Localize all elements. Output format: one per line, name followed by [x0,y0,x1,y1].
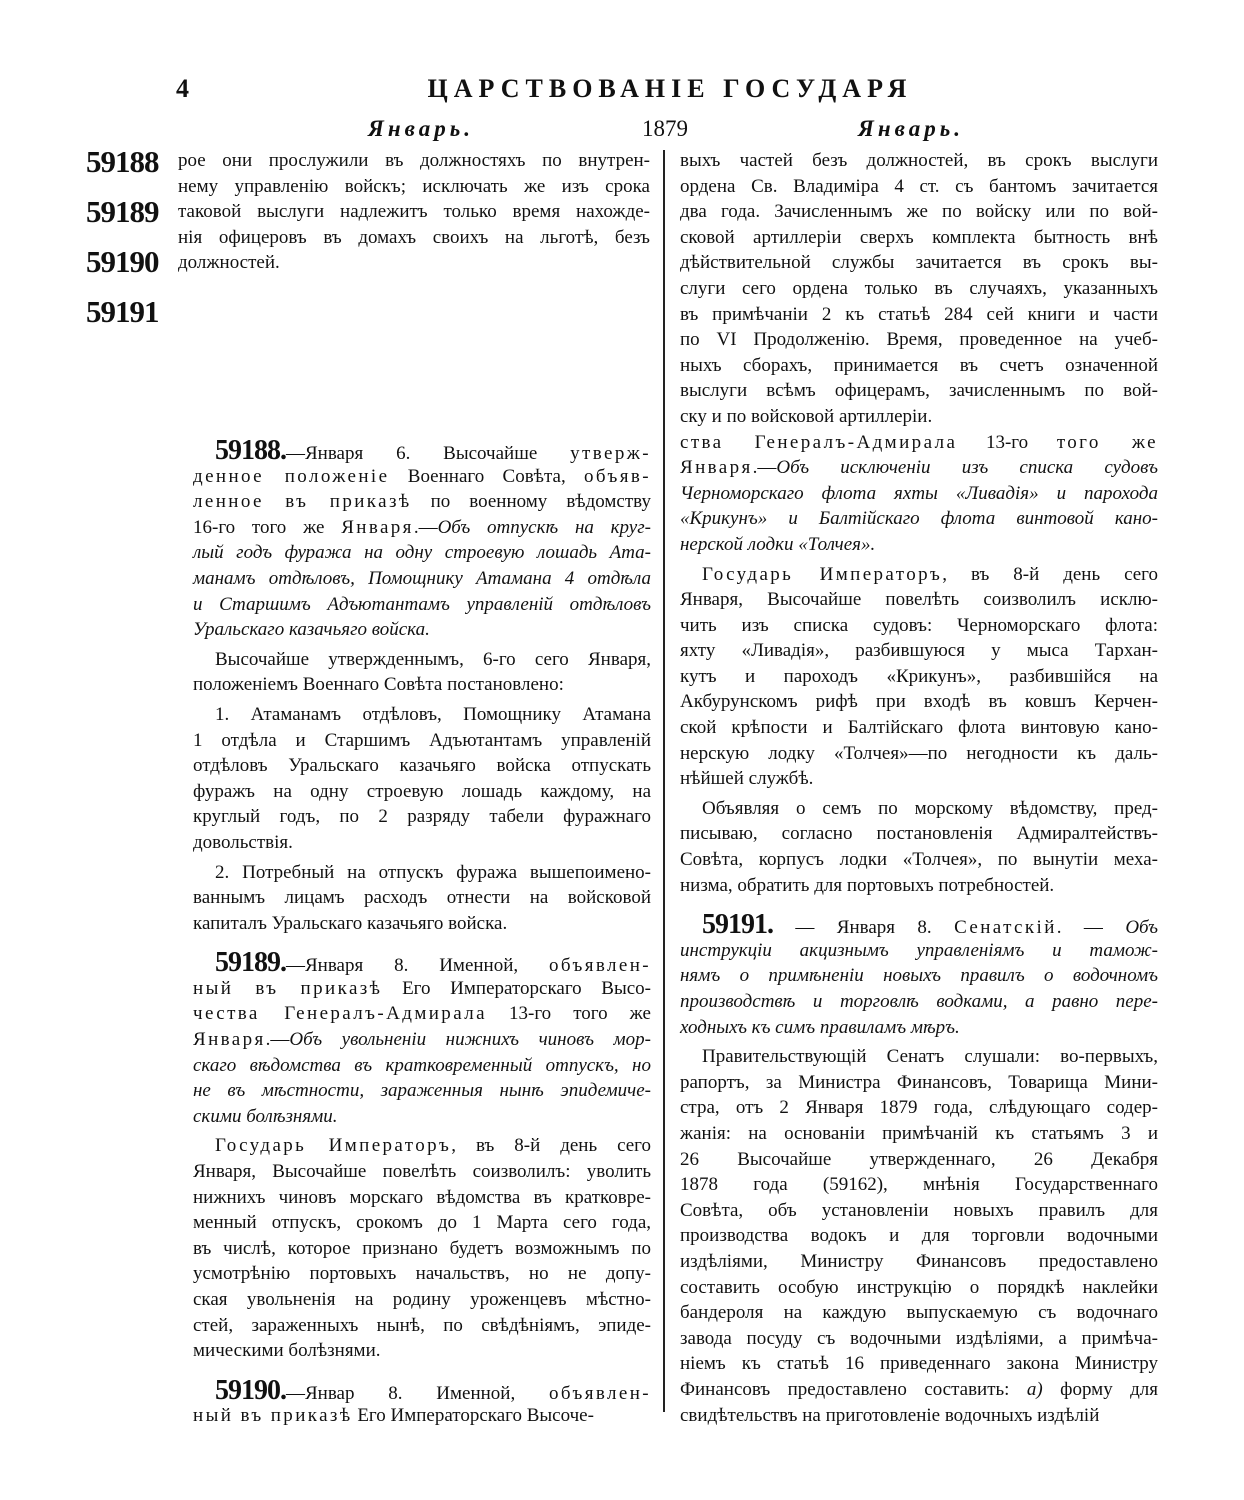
text-segment: .— [265,1029,290,1051]
text-segment: Государь Императоръ [215,1135,452,1157]
text-segment: —Января 6. Высочайше [286,443,571,464]
text-line: стра, отъ 2 Января 1879 года, слѣдующаго содер- [680,1097,1158,1119]
text-segment: денное положеніе [193,465,390,487]
month-right: Январь. [858,116,964,141]
paragraph [680,430,1158,558]
text-line [193,489,651,515]
top-left-text [178,148,650,276]
text-line [680,481,1158,507]
text-line: издѣліями, Министру Финансовъ предоставлено [680,1250,1158,1272]
text-line: яхту «Ливадія», разбившуюся у мыса Тархан- [680,640,1158,662]
law-entry [193,947,652,1129]
text-line: отдѣловъ Уральскаго казачьяго войска отпускать [193,755,651,777]
text-line: два года. Зачисленнымъ же по войску или по вой- [680,201,1158,223]
text-segment: «Крикунъ» и Балтійскаго флота винтовой кано- [680,508,1158,530]
text-segment: —Января 8. Именной, [286,955,549,977]
column-divider [663,150,665,1412]
text-segment: Его Императорскаго Высоче- [352,1405,594,1427]
text-line: въ числѣ, которое признано будетъ возможнымъ по [193,1237,651,1259]
text-line: по VI Продолженію. Время, проведенное на учеб- [680,329,1158,351]
text-segment: 16-го того же [193,516,342,538]
text-line: Января, Высочайше повелѣть соизволилъ исклю- [680,589,1158,611]
text-line [193,1027,651,1053]
text-segment: лый годъ фуража на одну строевую лошадь Ата- [193,542,651,564]
text-segment: 13-го того же [486,1003,651,1025]
text-segment: Финансовъ предоставлено составить: [680,1378,1027,1400]
text-line [680,1015,1158,1041]
paragraph [193,860,651,937]
text-line: низма, обратить для портовыхъ потребностей. [680,874,1055,896]
text-line: нѣйшей службѣ. [680,768,814,790]
text-segment: чества Генералъ-Адмирала [193,1003,487,1025]
text-line [680,1377,1158,1403]
text-line: Объявляя о семъ по морскому вѣдомству, пред- [702,797,1158,819]
text-line: сковой артиллеріи сверхъ комплекта бытность внѣ [680,226,1158,248]
paragraph [178,148,650,276]
entry-number: 59189. [215,947,286,979]
text-line: круглый годъ, по 2 разряду табели фуражнаго [193,806,651,828]
text-line [193,617,651,643]
text-line: ская увольненія на родину уроженцевъ мѣстно- [193,1289,651,1310]
text-line: 1. Атаманамъ отдѣловъ, Помощнику Атамана [215,703,651,725]
text-line: фуражъ на одну строевую лошадь каждому, на [193,780,651,802]
text-segment: Сенатскій [954,917,1057,939]
page-number: 4 [176,74,189,103]
text-segment: а) [1026,1378,1043,1400]
text-line: производства водокъ и для торговли водочными [680,1225,1158,1247]
text-segment: объявлен- [549,955,651,977]
text-line: составить особую инструкцію о порядкѣ наклейки [680,1276,1158,1298]
text-segment: ходныхъ къ симъ правиламъ мѣръ. [680,1016,960,1038]
text-line [193,1053,651,1079]
text-line: рое они прослужили въ должностяхъ по внутрен- [178,150,650,171]
text-line: свидѣтельствъ на приготовленіе водочныхъ издѣлій [680,1404,1100,1426]
text-segment: форму для [1042,1378,1159,1400]
text-segment: .— [752,457,777,479]
text-line: нія офицеровъ въ домахъ своихъ на льготѣ, безъ [178,226,650,248]
text-line [680,455,1158,481]
paragraph [193,702,651,856]
text-segment: инструкціи акцизнымъ управленіямъ и тамож- [680,939,1158,961]
text-segment: нерской лодки «Толчея». [680,533,876,555]
text-segment: ный въ приказѣ [193,1405,353,1427]
text-line [193,1104,651,1130]
text-line: рапортъ, за Министра Финансовъ, Товарища Мини- [680,1071,1158,1093]
text-line: ныхъ сборахъ, принимается въ счетъ означенной [680,354,1158,376]
text-line [193,976,651,1002]
text-line [680,989,1158,1015]
text-line: выхъ частей безъ должностей, въ срокъ выслуги [680,150,1158,171]
text-line: 2. Потребный на отпускъ фуража вышепоимено- [215,861,651,883]
text-line: выслуги всѣмъ офицерамъ, зачисленнымъ по вой- [680,380,1158,402]
text-line [193,1133,651,1159]
year: 1879 [642,116,688,141]
text-line: ордена Св. Владиміра 4 ст. съ бантомъ зачитается [680,175,1158,197]
entry-number: 59190. [215,1374,286,1406]
text-segment: ства Генералъ-Адмирала [680,431,958,453]
text-line [193,1374,651,1406]
text-line: Января, Высочайше повелѣть соизволилъ: уволить [193,1161,651,1183]
text-segment: Объ увольненіи нижнихъ чиновъ мор- [289,1029,651,1051]
text-line: положеніемъ Военнаго Совѣта постановлено: [193,674,564,696]
margin-number: 59191 [86,294,159,329]
text-line: въ примѣчаніи 2 къ статьѣ 284 сей книги и части [680,303,1158,325]
text-segment: Государь Императоръ [702,563,943,585]
paragraph [680,148,1158,430]
margin-number: 59189 [86,194,159,229]
text-line: Правительствующій Сенатъ слушали: во-первыхъ, [702,1046,1158,1068]
text-segment: ный въ приказѣ [193,977,383,999]
text-segment: и Старшимъ Адъютантамъ управленій отдѣловъ [193,593,651,615]
text-line: кутъ и пароходъ «Крикунъ», разбившійся на [680,665,1158,687]
text-line: слуги сего ордена только въ случаяхъ, указанныхъ [680,277,1158,299]
text-segment: Объ [1125,917,1158,939]
text-segment: манамъ отдѣловъ, Помощнику Атамана 4 отдѣла [193,567,651,589]
text-line [680,963,1158,989]
text-segment: скаго вѣдомства въ кратковременный отпускъ, но [193,1054,651,1076]
text-line [193,1403,651,1429]
text-line: таковой выслуги надлежитъ только время нахожде- [178,201,650,223]
text-segment: по военному вѣдомству [411,491,651,513]
entry-number: 59191. [702,909,773,941]
text-segment: ленное въ приказѣ [193,491,412,513]
text-line [193,1001,651,1027]
paragraph [193,1133,651,1363]
text-segment: Военнаго Совѣта, [389,465,585,487]
running-title: ЦАРСТВОВАНІЕ ГОСУДАРЯ [427,74,913,103]
text-segment: — Января 8. [773,917,955,939]
paragraph [680,796,1158,898]
month-left: Январь. [368,116,474,141]
paragraph [680,1044,1158,1428]
text-line [680,430,1158,456]
paragraph [680,562,1158,792]
text-line [680,532,1158,558]
text-line [680,909,1158,941]
text-segment: объяв- [584,465,651,487]
text-segment: не въ мѣстности, зараженныя нынѣ эпидемиче- [193,1080,651,1102]
text-segment: производствѣ и торговлѣ водками, а равно пере- [680,991,1158,1012]
text-line: Высочайше утвержденнымъ, 6-го сего Января, [215,648,651,670]
law-entry [193,1374,651,1429]
text-line: Акбурунскомъ рифѣ при входѣ въ ковшъ Керчен- [680,691,1158,713]
text-segment: того же [1056,431,1158,453]
text-line: 1878 года (59162), мнѣнія Государственнаго [680,1174,1158,1196]
text-line [680,506,1158,532]
margin-number: 59188 [86,144,159,179]
text-segment: Черноморскаго флота яхты «Ливадія» и парохода [680,482,1158,504]
text-segment: Его Императорскаго Высо- [382,977,652,999]
text-line [680,938,1158,964]
text-line: чить изъ списка судовъ: Черноморскаго флота: [680,614,1158,636]
text-line: нему управленію войскъ; исключать же изъ срока [178,175,650,197]
text-line [680,562,1158,588]
text-line: довольствія. [193,831,293,853]
text-segment: Января [193,1029,266,1051]
text-line: ваннымъ лицамъ расходъ отнести на войсковой [193,887,651,909]
text-line [193,540,651,566]
text-line: Совѣта, объ установленіи новыхъ правилъ для [680,1199,1158,1221]
text-line: нерскую лодку «Толчея»—по негодности къ даль- [680,742,1158,764]
entry-number: 59188. [215,435,286,466]
text-line [193,464,651,490]
text-segment: Объ исключеніи изъ списка судовъ [776,457,1158,479]
text-line: ску и по войсковой артиллеріи. [680,405,933,427]
text-line [193,435,651,466]
text-segment: , въ 8-й день сего [942,563,1158,585]
text-line: ніемъ къ статьѣ 16 приведеннаго закона Министру [680,1353,1158,1375]
text-line: 1 отдѣла и Старшимъ Адъютантамъ управленій [193,729,651,751]
text-segment: .— [413,516,438,538]
text-line [193,947,651,979]
text-segment: объявлен- [549,1382,651,1404]
text-segment: скими болѣзнями. [193,1105,338,1127]
text-segment: Уральскаго казачьяго войска. [193,619,430,641]
text-line: стей, зараженныхъ нынѣ, по свѣдѣніямъ, эпиде- [193,1314,651,1336]
text-line: менный отпускъ, срокомъ до 1 Марта сего года, [193,1212,651,1234]
text-segment: утверж- [570,443,651,464]
text-segment: . — [1056,917,1126,939]
text-line: завода посуду съ водочными издѣліями, а примѣча- [680,1327,1158,1349]
text-segment: Объ отпускѣ на круг- [437,516,651,538]
text-segment: нямъ о примѣненіи новыхъ правилъ о водочномъ [680,965,1158,987]
text-line: нижнихъ чиновъ морскаго вѣдомства въ кратковре- [193,1186,651,1208]
text-line: писываю, согласно постановленія Адмиралтействъ- [680,823,1158,845]
right-column [680,148,1158,1428]
text-line: 26 Высочайше утвержденнаго, 26 Декабря [680,1148,1158,1170]
text-line: бандероля на каждую выпускаемую съ водочнаго [680,1302,1158,1324]
text-segment: , въ 8-й день сего [451,1135,651,1157]
text-line: капиталъ Уральскаго казачьяго войска. [193,912,508,934]
text-segment: Января [341,516,414,538]
law-entry [680,909,1158,1040]
left-column [193,424,651,1429]
text-line: жанія: на основаніи примѣчаній къ статьямъ 3 и [680,1122,1158,1144]
text-line: мическими болѣзнями. [193,1340,381,1362]
text-line: усмотрѣнію портовыхъ начальствъ, но не допу- [193,1263,651,1285]
text-segment: —Январ 8. Именной, [286,1382,549,1404]
text-line [193,1078,651,1104]
text-line: должностей. [178,252,280,274]
text-segment: Января [680,457,753,479]
paragraph [193,647,651,698]
text-line: дѣйствительной службы зачитается въ срокъ вы- [680,252,1158,274]
text-line: ской крѣпости и Балтійскаго флота винтовую кано- [680,717,1158,739]
margin-number: 59190 [86,244,159,279]
law-entry [193,435,651,643]
text-line [193,566,651,592]
text-line [193,515,651,541]
text-line: Совѣта, корпусъ лодки «Толчея», по вынутіи меха- [680,849,1158,871]
text-line [193,592,651,618]
text-segment: 13-го [957,431,1057,453]
